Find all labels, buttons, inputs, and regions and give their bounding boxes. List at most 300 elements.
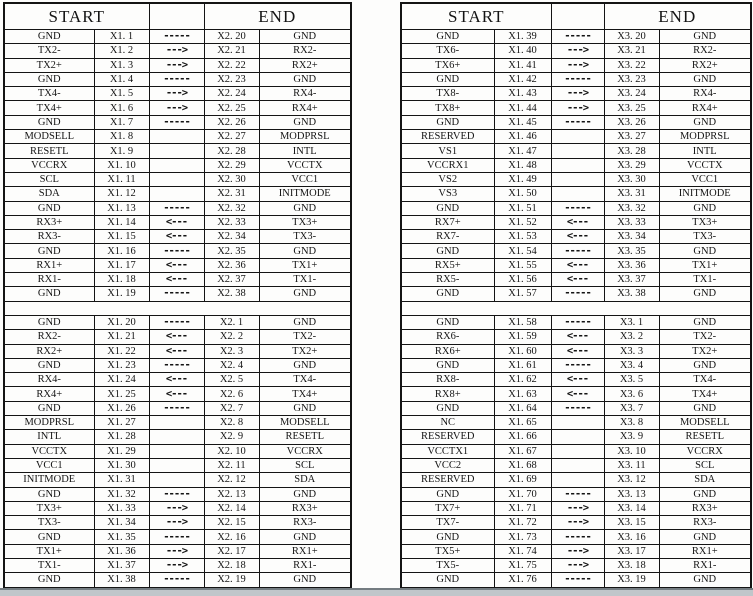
pin-connection-row (401, 544, 751, 558)
link-cell (551, 473, 604, 487)
start-pin-cell: X1. 39 (494, 30, 551, 44)
end-pin-cell: X3. 36 (604, 258, 659, 272)
start-signal-cell: GND (401, 573, 494, 588)
start-pin-cell: X1. 16 (94, 244, 149, 258)
start-pin-cell: X1. 26 (94, 401, 149, 415)
link-cell: <--- (149, 330, 204, 344)
start-pin-cell: X1. 46 (494, 130, 551, 144)
start-signal-cell: RX4- (4, 373, 94, 387)
end-pin-cell: X3. 37 (604, 273, 659, 287)
pin-connection-row (4, 201, 351, 215)
start-signal-cell: TX1- (4, 558, 94, 572)
start-pin-cell: X1. 29 (94, 444, 149, 458)
start-pin-cell: X1. 42 (494, 72, 551, 86)
link-cell (149, 416, 204, 430)
start-signal-cell: GND (4, 115, 94, 129)
end-signal-cell: TX2+ (659, 344, 751, 358)
start-signal-cell: TX2+ (4, 58, 94, 72)
end-signal-cell: MODPRSL (259, 130, 351, 144)
end-pin-cell: X3. 19 (604, 573, 659, 588)
end-pin-cell: X2. 13 (204, 487, 259, 501)
start-pin-cell: X1. 11 (94, 172, 149, 186)
end-pin-cell: X3. 8 (604, 416, 659, 430)
pin-connection-row (4, 544, 351, 558)
start-pin-cell: X1. 52 (494, 215, 551, 229)
start-signal-cell: VCCTX (4, 444, 94, 458)
link-cell (551, 130, 604, 144)
start-signal-cell: MODPRSL (4, 416, 94, 430)
start-signal-cell: RX5+ (401, 258, 494, 272)
start-signal-cell: VS3 (401, 187, 494, 201)
end-signal-cell: TX1+ (659, 258, 751, 272)
end-pin-cell: X2. 28 (204, 144, 259, 158)
start-pin-cell: X1. 1 (94, 30, 149, 44)
pin-connection-row (401, 358, 751, 372)
link-cell (149, 172, 204, 186)
start-signal-cell: GND (401, 315, 494, 329)
end-pin-cell: X3. 26 (604, 115, 659, 129)
pin-connection-row (4, 501, 351, 515)
end-signal-cell: RX2+ (259, 58, 351, 72)
end-signal-cell: RX4+ (259, 101, 351, 115)
end-signal-cell: TX2+ (259, 344, 351, 358)
end-signal-cell: GND (659, 72, 751, 86)
pin-connection-row (401, 101, 751, 115)
link-cell: ----- (149, 115, 204, 129)
start-signal-cell: MODSELL (4, 130, 94, 144)
start-pin-cell: X1. 65 (494, 416, 551, 430)
link-cell: <--- (149, 373, 204, 387)
start-pin-cell: X1. 48 (494, 158, 551, 172)
end-pin-cell: X2. 8 (204, 416, 259, 430)
link-cell (149, 187, 204, 201)
pin-connection-row (401, 187, 751, 201)
end-signal-cell: GND (659, 487, 751, 501)
end-pin-cell: X3. 20 (604, 30, 659, 44)
start-signal-cell: RX3+ (4, 215, 94, 229)
end-pin-cell: X2. 32 (204, 201, 259, 215)
header-row (4, 3, 351, 30)
section-spacer-row (401, 301, 751, 315)
link-cell (551, 416, 604, 430)
link-cell: ----- (551, 244, 604, 258)
pin-connection-row (4, 72, 351, 86)
start-pin-cell: X1. 40 (494, 44, 551, 58)
end-signal-cell: SCL (259, 458, 351, 472)
end-pin-cell: X2. 24 (204, 87, 259, 101)
link-cell: ---> (149, 101, 204, 115)
end-header: END (604, 3, 751, 30)
link-cell: <--- (551, 344, 604, 358)
link-cell: ---> (149, 58, 204, 72)
start-signal-cell: GND (401, 115, 494, 129)
pinout-table-left (3, 2, 352, 589)
end-signal-cell: VCCRX (659, 444, 751, 458)
start-pin-cell: X1. 33 (94, 501, 149, 515)
start-signal-cell: TX1+ (4, 544, 94, 558)
end-pin-cell: X3. 17 (604, 544, 659, 558)
link-cell: <--- (551, 330, 604, 344)
link-cell: ---> (149, 544, 204, 558)
end-signal-cell: INITMODE (259, 187, 351, 201)
pin-connection-row (4, 87, 351, 101)
end-pin-cell: X2. 18 (204, 558, 259, 572)
end-signal-cell: RX2+ (659, 58, 751, 72)
start-signal-cell: GND (4, 530, 94, 544)
link-cell: <--- (149, 215, 204, 229)
start-pin-cell: X1. 15 (94, 230, 149, 244)
pin-connection-row (401, 58, 751, 72)
end-signal-cell: GND (259, 30, 351, 44)
end-signal-cell: GND (259, 358, 351, 372)
end-signal-cell: GND (259, 315, 351, 329)
end-pin-cell: X3. 21 (604, 44, 659, 58)
end-signal-cell: VCC1 (259, 172, 351, 186)
end-pin-cell: X3. 22 (604, 58, 659, 72)
pin-connection-row (401, 401, 751, 415)
start-pin-cell: X1. 44 (494, 101, 551, 115)
end-pin-cell: X2. 12 (204, 473, 259, 487)
end-signal-cell: SDA (659, 473, 751, 487)
start-signal-cell: VS1 (401, 144, 494, 158)
start-signal-cell: GND (4, 573, 94, 588)
end-pin-cell: X2. 2 (204, 330, 259, 344)
link-cell (149, 444, 204, 458)
pin-connection-row (4, 387, 351, 401)
start-signal-cell: RX2- (4, 330, 94, 344)
pin-connection-row (401, 215, 751, 229)
link-cell: ---> (551, 558, 604, 572)
start-signal-cell: GND (401, 72, 494, 86)
start-signal-cell: RX2+ (4, 344, 94, 358)
end-pin-cell: X3. 5 (604, 373, 659, 387)
pinout-table-right (400, 2, 752, 589)
link-cell: ---> (551, 44, 604, 58)
start-signal-cell: GND (401, 487, 494, 501)
end-pin-cell: X2. 31 (204, 187, 259, 201)
pin-connection-row (4, 573, 351, 588)
end-signal-cell: TX2- (659, 330, 751, 344)
start-pin-cell: X1. 27 (94, 416, 149, 430)
pin-connection-row (4, 158, 351, 172)
start-pin-cell: X1. 38 (94, 573, 149, 588)
pin-connection-row (401, 373, 751, 387)
start-pin-cell: X1. 12 (94, 187, 149, 201)
link-cell: ----- (551, 315, 604, 329)
start-pin-cell: X1. 70 (494, 487, 551, 501)
link-cell: ----- (149, 30, 204, 44)
start-pin-cell: X1. 2 (94, 44, 149, 58)
pin-connection-row (4, 516, 351, 530)
pin-connection-row (401, 444, 751, 458)
link-cell: <--- (551, 230, 604, 244)
end-signal-cell: GND (659, 315, 751, 329)
end-signal-cell: GND (259, 530, 351, 544)
start-signal-cell: TX8+ (401, 101, 494, 115)
start-pin-cell: X1. 75 (494, 558, 551, 572)
start-signal-cell: SDA (4, 187, 94, 201)
end-signal-cell: RX1- (659, 558, 751, 572)
pin-connection-row (401, 172, 751, 186)
pin-connection-row (401, 315, 751, 329)
start-pin-cell: X1. 22 (94, 344, 149, 358)
end-signal-cell: TX3- (259, 230, 351, 244)
end-signal-cell: MODSELL (659, 416, 751, 430)
start-pin-cell: X1. 60 (494, 344, 551, 358)
start-signal-cell: GND (4, 315, 94, 329)
end-pin-cell: X3. 12 (604, 473, 659, 487)
end-signal-cell: TX3+ (259, 215, 351, 229)
start-signal-cell: TX7+ (401, 501, 494, 515)
link-cell: ----- (149, 573, 204, 588)
start-pin-cell: X1. 37 (94, 558, 149, 572)
end-pin-cell: X2. 21 (204, 44, 259, 58)
end-pin-cell: X3. 32 (604, 201, 659, 215)
end-signal-cell: TX2- (259, 330, 351, 344)
link-cell (149, 130, 204, 144)
link-cell: ----- (551, 530, 604, 544)
start-pin-cell: X1. 7 (94, 115, 149, 129)
pin-connection-row (401, 330, 751, 344)
start-pin-cell: X1. 19 (94, 287, 149, 301)
end-signal-cell: INITMODE (659, 187, 751, 201)
link-cell: ----- (551, 72, 604, 86)
link-cell: ----- (149, 72, 204, 86)
start-signal-cell: GND (401, 30, 494, 44)
link-cell: <--- (551, 273, 604, 287)
link-cell (551, 430, 604, 444)
start-signal-cell: RX6+ (401, 344, 494, 358)
pin-connection-row (401, 30, 751, 44)
pin-connection-row (4, 373, 351, 387)
start-signal-cell: RX1- (4, 273, 94, 287)
link-cell: ---> (551, 87, 604, 101)
end-pin-cell: X3. 18 (604, 558, 659, 572)
end-signal-cell: GND (659, 401, 751, 415)
start-pin-cell: X1. 51 (494, 201, 551, 215)
pin-connection-row (401, 416, 751, 430)
end-signal-cell: SCL (659, 458, 751, 472)
start-signal-cell: RX8+ (401, 387, 494, 401)
end-pin-cell: X3. 7 (604, 401, 659, 415)
start-pin-cell: X1. 41 (494, 58, 551, 72)
pin-connection-row (4, 230, 351, 244)
end-signal-cell: RESETL (259, 430, 351, 444)
start-pin-cell: X1. 63 (494, 387, 551, 401)
start-signal-cell: TX4+ (4, 101, 94, 115)
link-cell: ---> (149, 501, 204, 515)
start-signal-cell: GND (401, 358, 494, 372)
link-cell (149, 458, 204, 472)
end-pin-cell: X2. 29 (204, 158, 259, 172)
end-signal-cell: VCCRX (259, 444, 351, 458)
end-signal-cell: RX1+ (659, 544, 751, 558)
start-signal-cell: GND (4, 487, 94, 501)
end-pin-cell: X2. 25 (204, 101, 259, 115)
pin-connection-row (4, 172, 351, 186)
end-pin-cell: X2. 23 (204, 72, 259, 86)
pin-connection-row (4, 444, 351, 458)
start-pin-cell: X1. 13 (94, 201, 149, 215)
end-pin-cell: X3. 38 (604, 287, 659, 301)
link-cell: ---> (149, 516, 204, 530)
start-pin-cell: X1. 23 (94, 358, 149, 372)
end-pin-cell: X3. 24 (604, 87, 659, 101)
end-signal-cell: GND (659, 244, 751, 258)
pin-connection-row (4, 530, 351, 544)
link-cell: ----- (551, 401, 604, 415)
end-pin-cell: X3. 28 (604, 144, 659, 158)
link-cell: ----- (149, 401, 204, 415)
end-pin-cell: X2. 20 (204, 30, 259, 44)
start-signal-cell: TX7- (401, 516, 494, 530)
end-signal-cell: RX4+ (659, 101, 751, 115)
start-pin-cell: X1. 36 (94, 544, 149, 558)
link-cell: ----- (551, 201, 604, 215)
header-row (401, 3, 751, 30)
link-cell: ----- (149, 487, 204, 501)
end-pin-cell: X2. 38 (204, 287, 259, 301)
end-signal-cell: RX2- (659, 44, 751, 58)
end-header: END (204, 3, 351, 30)
start-signal-cell: VCC1 (4, 458, 94, 472)
end-signal-cell: GND (659, 201, 751, 215)
start-pin-cell: X1. 5 (94, 87, 149, 101)
start-pin-cell: X1. 25 (94, 387, 149, 401)
pin-connection-row (4, 130, 351, 144)
pin-connection-row (401, 487, 751, 501)
pin-connection-row (4, 487, 351, 501)
start-pin-cell: X1. 47 (494, 144, 551, 158)
start-signal-cell: GND (4, 401, 94, 415)
start-pin-cell: X1. 17 (94, 258, 149, 272)
end-signal-cell: VCCTX (259, 158, 351, 172)
section-spacer-row (4, 301, 351, 315)
end-signal-cell: RX3- (659, 516, 751, 530)
end-pin-cell: X3. 33 (604, 215, 659, 229)
pin-connection-row (4, 358, 351, 372)
start-signal-cell: RX6- (401, 330, 494, 344)
pin-connection-row (401, 430, 751, 444)
start-pin-cell: X1. 53 (494, 230, 551, 244)
start-pin-cell: X1. 21 (94, 330, 149, 344)
start-signal-cell: RX7- (401, 230, 494, 244)
end-pin-cell: X3. 4 (604, 358, 659, 372)
section-spacer-cell (401, 301, 751, 315)
end-pin-cell: X3. 2 (604, 330, 659, 344)
end-signal-cell: RX4- (259, 87, 351, 101)
pin-connection-row (4, 215, 351, 229)
end-pin-cell: X2. 4 (204, 358, 259, 372)
start-signal-cell: RX8- (401, 373, 494, 387)
link-cell (149, 158, 204, 172)
pin-connection-row (4, 401, 351, 415)
start-pin-cell: X1. 20 (94, 315, 149, 329)
pin-connection-row (4, 30, 351, 44)
end-pin-cell: X3. 1 (604, 315, 659, 329)
start-signal-cell: RESERVED (401, 473, 494, 487)
pin-connection-row (401, 530, 751, 544)
end-pin-cell: X3. 13 (604, 487, 659, 501)
start-signal-cell: SCL (4, 172, 94, 186)
end-pin-cell: X2. 37 (204, 273, 259, 287)
pin-connection-row (401, 558, 751, 572)
start-pin-cell: X1. 50 (494, 187, 551, 201)
pin-connection-row (401, 501, 751, 515)
end-pin-cell: X3. 23 (604, 72, 659, 86)
end-pin-cell: X3. 16 (604, 530, 659, 544)
link-cell: <--- (551, 215, 604, 229)
start-signal-cell: TX6- (401, 44, 494, 58)
end-signal-cell: TX1+ (259, 258, 351, 272)
end-signal-cell: RX3+ (659, 501, 751, 515)
start-pin-cell: X1. 59 (494, 330, 551, 344)
end-signal-cell: RX3+ (259, 501, 351, 515)
end-pin-cell: X2. 33 (204, 215, 259, 229)
end-signal-cell: SDA (259, 473, 351, 487)
end-signal-cell: GND (259, 573, 351, 588)
link-cell (551, 458, 604, 472)
end-signal-cell: RESETL (659, 430, 751, 444)
start-signal-cell: VCC2 (401, 458, 494, 472)
start-pin-cell: X1. 24 (94, 373, 149, 387)
start-pin-cell: X1. 49 (494, 172, 551, 186)
end-signal-cell: TX1- (659, 273, 751, 287)
start-signal-cell: GND (4, 72, 94, 86)
pin-connection-row (401, 287, 751, 301)
start-pin-cell: X1. 14 (94, 215, 149, 229)
link-cell (149, 430, 204, 444)
pin-connection-row (4, 58, 351, 72)
end-pin-cell: X2. 15 (204, 516, 259, 530)
pin-connection-row (4, 344, 351, 358)
pin-connection-row (401, 44, 751, 58)
start-pin-cell: X1. 9 (94, 144, 149, 158)
pin-connection-row (4, 473, 351, 487)
link-cell (551, 187, 604, 201)
end-signal-cell: MODSELL (259, 416, 351, 430)
start-pin-cell: X1. 28 (94, 430, 149, 444)
pin-connection-row (4, 287, 351, 301)
end-pin-cell: X2. 34 (204, 230, 259, 244)
pin-connection-row (4, 330, 351, 344)
link-cell: ----- (551, 573, 604, 588)
link-cell: ---> (149, 44, 204, 58)
pin-connection-row (4, 187, 351, 201)
start-pin-cell: X1. 56 (494, 273, 551, 287)
link-cell: <--- (149, 258, 204, 272)
end-signal-cell: RX2- (259, 44, 351, 58)
start-signal-cell: GND (401, 244, 494, 258)
pin-connection-row (401, 387, 751, 401)
start-signal-cell: TX6+ (401, 58, 494, 72)
start-signal-cell: TX3- (4, 516, 94, 530)
start-signal-cell: INITMODE (4, 473, 94, 487)
end-signal-cell: TX3- (659, 230, 751, 244)
start-pin-cell: X1. 45 (494, 115, 551, 129)
start-signal-cell: INTL (4, 430, 94, 444)
end-signal-cell: TX3+ (659, 215, 751, 229)
start-pin-cell: X1. 54 (494, 244, 551, 258)
link-cell: ----- (149, 201, 204, 215)
end-pin-cell: X2. 11 (204, 458, 259, 472)
link-cell: ----- (551, 30, 604, 44)
link-cell: ---> (149, 558, 204, 572)
end-pin-cell: X3. 15 (604, 516, 659, 530)
start-header: START (401, 3, 551, 30)
start-pin-cell: X1. 35 (94, 530, 149, 544)
end-signal-cell: GND (259, 72, 351, 86)
